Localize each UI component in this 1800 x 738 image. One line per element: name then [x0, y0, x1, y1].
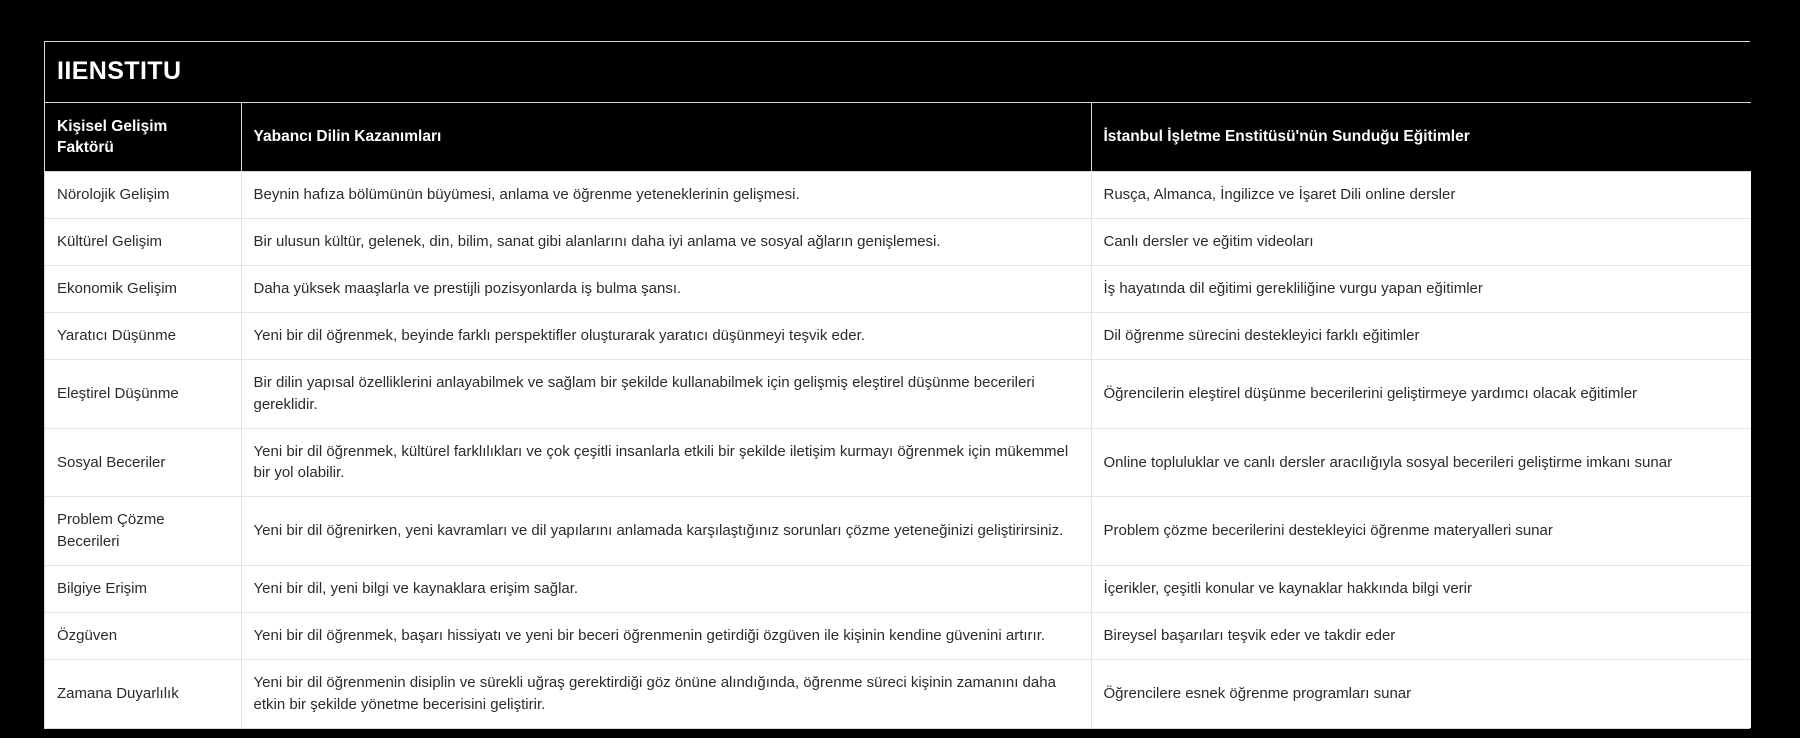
- table-row: [45, 659, 1751, 727]
- comparison-table-container: [44, 41, 1750, 729]
- cell-faktor: Nörolojik Gelişim: [45, 172, 241, 219]
- cell-kazanim: Bir ulusun kültür, gelenek, din, bilim, sanat gibi alanlarını daha iyi anlama ve sosyal ağların genişlemesi.: [241, 219, 1091, 266]
- cell-faktor: Sosyal Beceriler: [45, 428, 241, 497]
- table-row: [45, 566, 1751, 613]
- cell-kazanim: Bir dilin yapısal özelliklerini anlayabilmek ve sağlam bir şekilde kullanabilmek için gelişmiş eleştirel düşünme becerileri gereklidir.: [241, 359, 1091, 428]
- cell-faktor: Eleştirel Düşünme: [45, 359, 241, 428]
- cell-kazanim: Yeni bir dil, yeni bilgi ve kaynaklara erişim sağlar.: [241, 566, 1091, 613]
- cell-egitim: Canlı dersler ve eğitim videoları: [1091, 219, 1751, 266]
- column-header-kazanim: Yabancı Dilin Kazanımları: [241, 102, 1091, 172]
- cell-faktor: Kültürel Gelişim: [45, 219, 241, 266]
- cell-egitim: İş hayatında dil eğitimi gerekliliğine vurgu yapan eğitimler: [1091, 266, 1751, 313]
- cell-faktor: Problem Çözme Becerileri: [45, 497, 241, 566]
- brand-row: [45, 42, 1751, 102]
- cell-egitim: Problem çözme becerilerini destekleyici öğrenme materyalleri sunar: [1091, 497, 1751, 566]
- cell-faktor: Bilgiye Erişim: [45, 566, 241, 613]
- cell-kazanim: Yeni bir dil öğrenirken, yeni kavramları ve dil yapılarını anlamada karşılaştığınız sorunları çözme yeteneğinizi geliştirirsiniz.: [241, 497, 1091, 566]
- table-row: [45, 219, 1751, 266]
- cell-egitim: Online topluluklar ve canlı dersler aracılığıyla sosyal becerileri geliştirme imkanı sunar: [1091, 428, 1751, 497]
- cell-faktor: Özgüven: [45, 613, 241, 660]
- column-header-egitim: İstanbul İşletme Enstitüsü'nün Sunduğu Eğitimler: [1091, 102, 1751, 172]
- cell-egitim: Rusça, Almanca, İngilizce ve İşaret Dili online dersler: [1091, 172, 1751, 219]
- cell-egitim: İçerikler, çeşitli konular ve kaynaklar hakkında bilgi verir: [1091, 566, 1751, 613]
- table-row: [45, 497, 1751, 566]
- table-row: [45, 266, 1751, 313]
- table-row: [45, 428, 1751, 497]
- cell-kazanim: Beynin hafıza bölümünün büyümesi, anlama ve öğrenme yeteneklerinin gelişmesi.: [241, 172, 1091, 219]
- column-header-faktor: Kişisel Gelişim Faktörü: [45, 102, 241, 172]
- brand-logo-text: IIENSTITU: [57, 57, 182, 85]
- table-row: [45, 172, 1751, 219]
- cell-faktor: Ekonomik Gelişim: [45, 266, 241, 313]
- cell-egitim: Dil öğrenme sürecini destekleyici farklı eğitimler: [1091, 312, 1751, 359]
- cell-kazanim: Yeni bir dil öğrenmek, kültürel farklılıkları ve çok çeşitli insanlarla etkili bir şekilde iletişim kurmayı öğrenmek için mükemmel bir yol olabilir.: [241, 428, 1091, 497]
- cell-faktor: Yaratıcı Düşünme: [45, 312, 241, 359]
- column-header-row: [45, 102, 1751, 172]
- cell-faktor: Zamana Duyarlılık: [45, 659, 241, 727]
- table-row: [45, 312, 1751, 359]
- cell-kazanim: Yeni bir dil öğrenmenin disiplin ve sürekli uğraş gerektirdiği göz önüne alındığında, öğrenme süreci kişinin zamanını daha etkin bir şekilde yönetme becerisini geliştirir.: [241, 659, 1091, 727]
- cell-kazanim: Yeni bir dil öğrenmek, beyinde farklı perspektifler oluşturarak yaratıcı düşünmeyi teşvik eder.: [241, 312, 1091, 359]
- cell-kazanim: Daha yüksek maaşlarla ve prestijli pozisyonlarda iş bulma şansı.: [241, 266, 1091, 313]
- table-row: [45, 613, 1751, 660]
- table-row: [45, 359, 1751, 428]
- cell-egitim: Bireysel başarıları teşvik eder ve takdir eder: [1091, 613, 1751, 660]
- comparison-table: [45, 42, 1751, 728]
- cell-kazanim: Yeni bir dil öğrenmek, başarı hissiyatı ve yeni bir beceri öğrenmenin getirdiği özgüven ile kişinin kendine güvenini artırır.: [241, 613, 1091, 660]
- cell-egitim: Öğrencilere esnek öğrenme programları sunar: [1091, 659, 1751, 727]
- table-head: [45, 42, 1751, 172]
- brand-cell: [45, 42, 1751, 102]
- table-body: [45, 172, 1751, 728]
- cell-egitim: Öğrencilerin eleştirel düşünme becerilerini geliştirmeye yardımcı olacak eğitimler: [1091, 359, 1751, 428]
